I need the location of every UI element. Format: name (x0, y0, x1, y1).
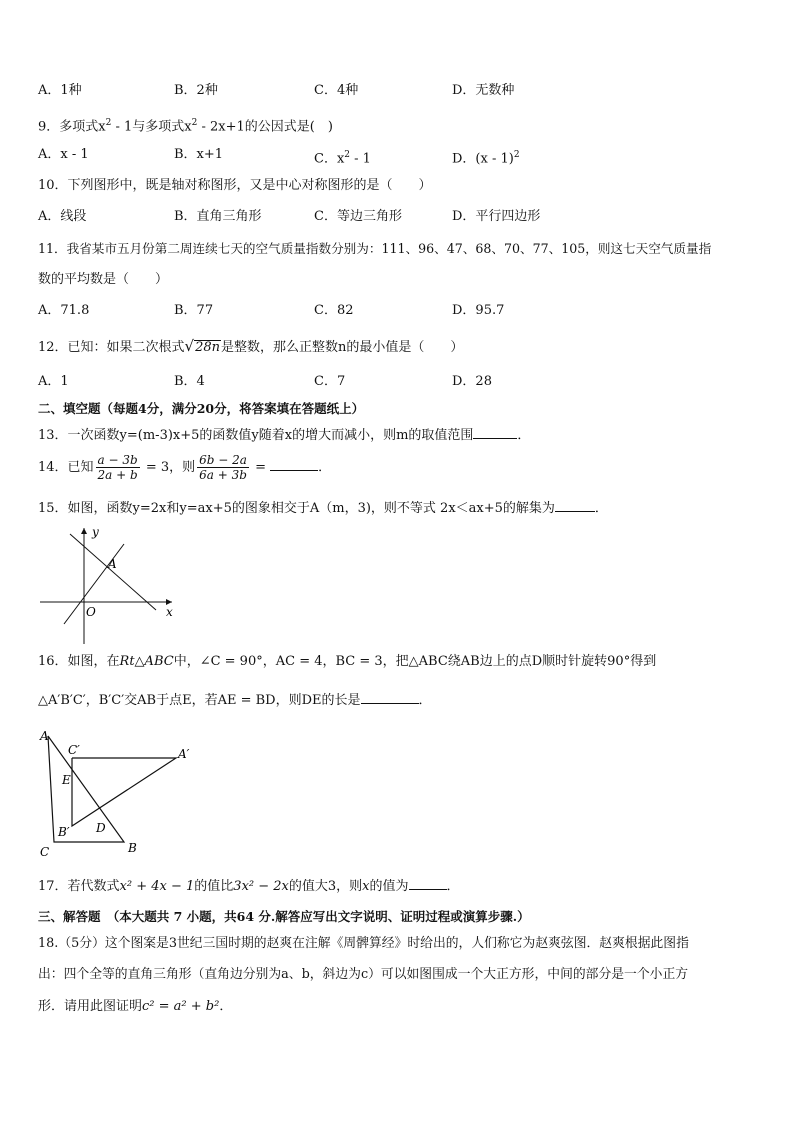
q16-line2: △A′B′C′，B′C′交AB于点E，若AE = BD，则DE的长是 ． (38, 693, 432, 708)
q17-expression-1: x² + 4x − 1 (119, 879, 195, 894)
q11-option-d: D．95.7 (452, 303, 505, 318)
q9-stem (38, 114, 333, 136)
q9-option-d (452, 146, 520, 168)
q15-answer-blank[interactable] (555, 499, 595, 512)
q15-stem: 15．如图，函数y=2x和y=ax+5的图象相交于A（m，3)，则不等式 2x＜ax+5的解集为 ． (38, 501, 608, 516)
q12-option-c: C．7 (314, 374, 346, 389)
q12-options (38, 373, 758, 391)
radical-sign: √ (184, 337, 195, 355)
q16-answer-blank[interactable] (361, 691, 419, 704)
q12-option-b: B．4 (174, 374, 205, 389)
q10-option-c: C．等边三角形 (314, 209, 402, 224)
q14-stem: 14．已知 $\frac{a - 3b}{2a + b}$ = 3，则 $\frac{6b - 2a}{6a + 3b}$ = ． (38, 453, 332, 482)
label-a: A (40, 729, 49, 743)
q9-option-c (314, 146, 371, 168)
section-2-heading: 二、填空题（每题4分，满分20分，将答案填在答题纸上） (38, 401, 365, 416)
q11-option-a: A．71.8 (38, 303, 90, 318)
q10-option-a: A．线段 (38, 209, 87, 224)
y-axis-label: y (92, 525, 99, 539)
q17-text: 的值比 (194, 879, 234, 894)
q11-option-c: C．82 (314, 303, 354, 318)
label-a-prime: A′ (178, 747, 190, 761)
q10-options (38, 208, 758, 226)
q16-text: 中，∠C = 90°，AC = 4，BC = 3，把△ABC绕AB边上的点D顺时针旋转90°得到 (173, 654, 657, 669)
label-c: C (40, 845, 50, 859)
q10-option-d: D．平行四边形 (452, 209, 541, 224)
q13-stem: 13．一次函数y=(m-3)x+5的函数值y随着x的增大而减小，则m的取值范围 ． (38, 428, 531, 443)
q17-text: 的值大3，则 (288, 879, 363, 894)
q14-fraction-2-denominator: 6a + 3b (199, 468, 247, 482)
q17-variable: x (362, 879, 370, 894)
q9-sup: 2 (344, 150, 351, 160)
q9-option-b: B．x+1 (174, 147, 224, 162)
q14-prefix: 14．已知 (38, 460, 94, 475)
q14-fraction-2 (197, 453, 249, 482)
q14-fraction-1-numerator: a − 3b (97, 453, 138, 467)
q18-text: ． (219, 999, 233, 1014)
q12-option-d: D．28 (452, 374, 492, 389)
q11-options (38, 302, 758, 320)
label-b-prime: B′ (58, 825, 70, 839)
q10-option-b: B．直角三角形 (174, 209, 262, 224)
x-axis-label: x (166, 605, 173, 619)
q16-text: △A′B′C′，B′C′交AB于点E，若AE = BD，则DE的长是 (38, 693, 361, 708)
label-b: B (128, 841, 137, 855)
section-3-heading: 三、解答题 （本大题共 7 小题，共64 分.解答应写出文字说明、证明过程或演算步骤.） (38, 909, 530, 924)
q16-triangle-name: Rt△ABC (119, 654, 174, 669)
q16-triangle-figure (34, 722, 214, 864)
q14-fraction-2-numerator: 6b − 2a (199, 453, 247, 467)
q14-fraction-1-denominator: 2a + b (97, 468, 138, 482)
origin-label: O (86, 605, 96, 619)
q18-text: 形．请用此图证明 (38, 999, 143, 1014)
q18-line3 (38, 998, 232, 1016)
q18-line1: 18.（5分）这个图案是3世纪三国时期的赵爽在注解《周髀算经》时给出的，人们称它为赵爽弦图．赵爽根据此图指 (38, 936, 689, 951)
q12-option-a: A．1 (38, 374, 69, 389)
q9-sup: 2 (191, 118, 198, 128)
q9-option-d-part: D．(x - 1) (452, 151, 514, 167)
q9-stem-part: 9．多项式x (38, 119, 106, 135)
q18-line2: 出：四个全等的直角三角形（直角边分别为a、b，斜边为c）可以如图围成一个大正方形，中间的部分是一个小正方 (38, 967, 689, 982)
q14-equals: = (250, 460, 271, 475)
q11-option-b: B．77 (174, 303, 214, 318)
label-e: E (62, 773, 71, 787)
q9-options (38, 146, 758, 167)
q14-equals-3: = 3，则 (141, 460, 196, 475)
q18-formula: c² = a² + b² (142, 999, 220, 1014)
q8-option-c: C．4种 (314, 83, 359, 98)
q14-answer-blank[interactable] (270, 458, 318, 471)
q8-option-d: D．无数种 (452, 83, 515, 98)
q15-text: 15．如图，函数y=2x和y=ax+5的图象相交于A（m，3)，则不等式 2x＜ax+5的解集为 (38, 501, 555, 516)
label-c-prime: C′ (68, 743, 80, 757)
q12-stem-part: 是整数，那么正整数n的最小值是（ ） (221, 340, 464, 355)
q9-sup: 2 (105, 118, 112, 128)
q11-stem-line2: 数的平均数是（ ） (38, 272, 169, 287)
q12-stem (38, 337, 463, 357)
q17-expression-2: 3x² − 2x (233, 879, 289, 894)
q17-stem: 17．若代数式x² + 4x − 1的值比3x² − 2x的值大3，则x的值为 ． (38, 879, 460, 894)
q9-option-c-part: C．x (314, 151, 345, 167)
q16-text: 16．如图，在 (38, 654, 120, 669)
q17-text: 的值为 (369, 879, 409, 894)
q8-option-a: A．1种 (38, 83, 82, 98)
q8-option-b: B．2种 (174, 83, 218, 98)
q17-text: 17．若代数式 (38, 879, 120, 894)
q13-answer-blank[interactable] (473, 426, 517, 439)
q12-radicand: 28n (195, 340, 221, 355)
q12-stem-part: 12．已知：如果二次根式 (38, 340, 185, 355)
q11-stem-line1: 11．我省某市五月份第二周连续七天的空气质量指数分别为：111、96、47、68、70、77、105，则这七天空气质量指 (38, 241, 712, 256)
label-d: D (96, 821, 106, 835)
y-axis-arrow-icon (81, 528, 87, 534)
q14-fraction-1 (96, 453, 140, 482)
q9-stem-part: - 2x+1的公因式是( ) (197, 119, 333, 135)
q9-option-c-part: - 1 (350, 151, 371, 167)
point-a-label: A (108, 557, 117, 571)
q10-stem: 10．下列图形中，既是轴对称图形，又是中心对称图形的是（ ） (38, 178, 432, 193)
q17-answer-blank[interactable] (409, 877, 447, 890)
q9-sup: 2 (513, 150, 520, 160)
q9-stem-part: - 1与多项式x (111, 119, 192, 135)
q16-line1 (38, 653, 656, 671)
q15-graph-figure (36, 524, 186, 648)
q9-option-a: A．x - 1 (38, 147, 89, 162)
q8-options (38, 82, 758, 100)
q13-text: 13．一次函数y=(m-3)x+5的函数值y随着x的增大而减小，则m的取值范围 (38, 428, 474, 443)
